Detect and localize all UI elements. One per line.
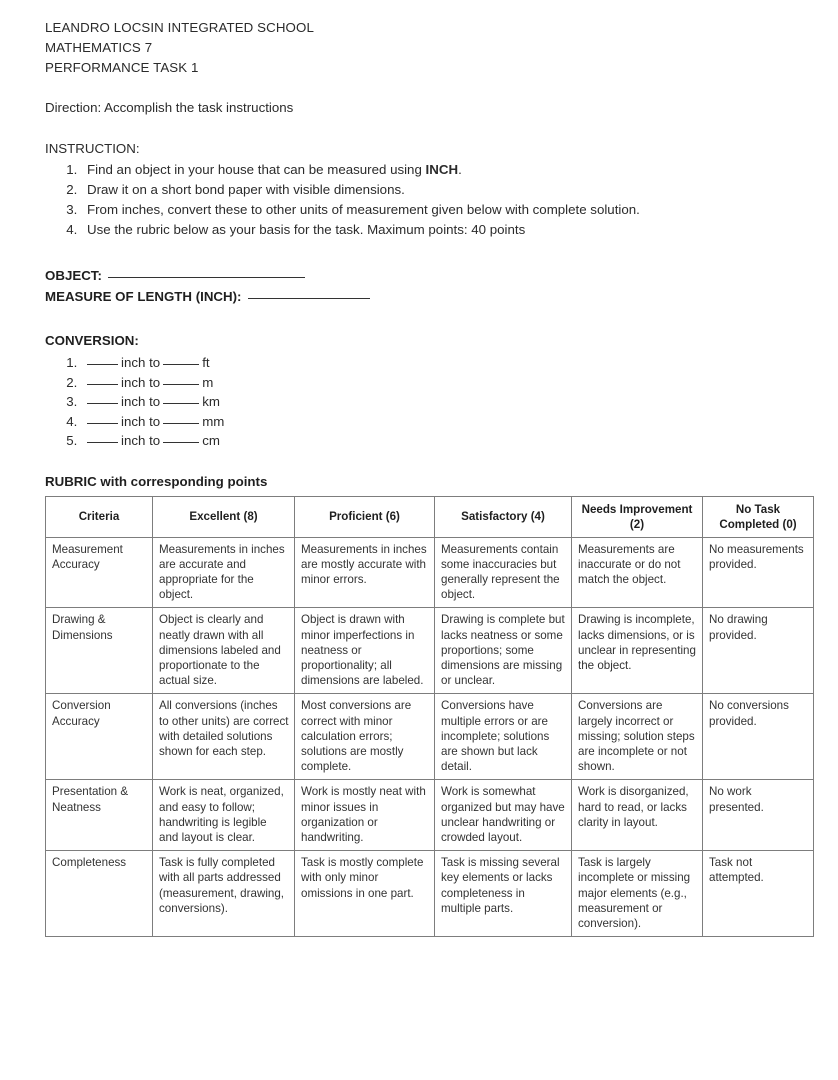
cell-excellent: All conversions (inches to other units) are correct with detailed solutions shown for each step. <box>153 694 295 780</box>
conversion-5-blank-from[interactable] <box>87 432 118 443</box>
cell-criteria: Drawing & Dimensions <box>46 608 153 694</box>
cell-needs-improvement: Drawing is incomplete, lacks dimensions, or is unclear in representing the object. <box>572 608 703 694</box>
cell-no-task: Task not attempted. <box>703 851 814 937</box>
cell-no-task: No work presented. <box>703 780 814 851</box>
fill-in-fields <box>45 265 812 307</box>
cell-no-task: No conversions provided. <box>703 694 814 780</box>
conversion-label: CONVERSION: <box>45 333 139 348</box>
column-header-proficient: Proficient (6) <box>295 496 435 537</box>
list-item <box>81 392 812 412</box>
table-row <box>46 537 814 608</box>
cell-excellent: Work is neat, organized, and easy to follow; handwriting is legible and layout is clear. <box>153 780 295 851</box>
cell-no-task: No drawing provided. <box>703 608 814 694</box>
conversion-3-mid: inch to <box>121 394 161 409</box>
conversion-2-blank-to[interactable] <box>163 374 199 385</box>
cell-proficient: Most conversions are correct with minor calculation errors; solutions are mostly complete. <box>295 694 435 780</box>
cell-proficient: Task is mostly complete with only minor omissions in one part. <box>295 851 435 937</box>
object-field-row <box>45 265 812 286</box>
cell-excellent: Task is fully completed with all parts addressed (measurement, drawing, conversions). <box>153 851 295 937</box>
school-name: LEANDRO LOCSIN INTEGRATED SCHOOL <box>45 20 314 35</box>
cell-excellent: Object is clearly and neatly drawn with all dimensions labeled and proportionate to the actual size. <box>153 608 295 694</box>
table-row <box>46 851 814 937</box>
column-header-satisfactory: Satisfactory (4) <box>435 496 572 537</box>
cell-proficient: Work is mostly neat with minor issues in organization or handwriting. <box>295 780 435 851</box>
table-header-row <box>46 496 814 537</box>
conversion-4-mid: inch to <box>121 413 161 429</box>
conversion-2-mid: inch to <box>121 374 161 390</box>
conversion-1-blank-to[interactable] <box>163 354 199 365</box>
instruction-item-4-text: Use the rubric below as your basis for the task. Maximum points: 40 points <box>87 222 526 237</box>
cell-criteria: Conversion Accuracy <box>46 694 153 780</box>
column-header-needs-improvement: Needs Improvement (2) <box>572 496 703 537</box>
list-item <box>81 180 812 200</box>
list-item <box>81 220 812 240</box>
measure-field-row <box>45 286 812 307</box>
cell-criteria: Measurement Accuracy <box>46 537 153 608</box>
list-item <box>81 373 812 393</box>
conversion-1-unit: ft <box>202 355 210 370</box>
list-item <box>81 353 812 373</box>
instruction-item-3-text: From inches, convert these to other units of measurement given below with complete solution. <box>87 202 640 217</box>
instruction-label: INSTRUCTION: <box>45 141 140 156</box>
task-title: PERFORMANCE TASK 1 <box>45 60 199 75</box>
table-row <box>46 608 814 694</box>
conversion-4-unit: mm <box>202 413 225 429</box>
cell-satisfactory: Conversions have multiple errors or are incomplete; solutions are shown but lack detail. <box>435 694 572 780</box>
measure-blank-line[interactable] <box>248 288 370 299</box>
cell-excellent: Measurements in inches are accurate and appropriate for the object. <box>153 537 295 608</box>
rubric-table <box>45 496 814 938</box>
conversion-4-blank-to[interactable] <box>163 413 199 424</box>
instruction-item-1-text: Find an object in your house that can be measured using <box>87 162 426 177</box>
cell-criteria: Completeness <box>46 851 153 937</box>
conversion-2-unit: m <box>202 374 214 390</box>
cell-no-task: No measurements provided. <box>703 537 814 608</box>
cell-proficient: Object is drawn with minor imperfections in neatness or proportionality; all dimensions are labeled. <box>295 608 435 694</box>
list-item <box>81 431 812 451</box>
conversion-5-mid: inch to <box>121 433 161 448</box>
cell-needs-improvement: Measurements are inaccurate or do not match the object. <box>572 537 703 608</box>
list-item <box>81 412 812 432</box>
cell-criteria: Presentation & Neatness <box>46 780 153 851</box>
measure-label: MEASURE OF LENGTH (INCH): <box>45 289 242 304</box>
cell-satisfactory: Drawing is complete but lacks neatness or some proportions; some dimensions are missing or unclear. <box>435 608 572 694</box>
instruction-item-2-text: Draw it on a short bond paper with visible dimensions. <box>87 182 405 197</box>
conversion-list <box>45 353 812 451</box>
cell-proficient: Measurements in inches are mostly accurate with minor errors. <box>295 537 435 608</box>
table-row <box>46 694 814 780</box>
conversion-1-blank-from[interactable] <box>87 354 118 365</box>
conversion-1-mid: inch to <box>121 355 161 370</box>
cell-needs-improvement: Task is largely incomplete or missing major elements (e.g., measurement or conversion). <box>572 851 703 937</box>
column-header-excellent: Excellent (8) <box>153 496 295 537</box>
conversion-4-blank-from[interactable] <box>87 413 118 424</box>
column-header-no-task-completed: No Task Completed (0) <box>703 496 814 537</box>
instruction-item-1-bold: INCH <box>425 162 459 177</box>
instruction-list <box>45 160 812 240</box>
column-header-criteria: Criteria <box>46 496 153 537</box>
conversion-2-blank-from[interactable] <box>87 374 118 385</box>
table-row <box>46 780 814 851</box>
object-label: OBJECT: <box>45 268 102 283</box>
cell-satisfactory: Measurements contain some inaccuracies but generally represent the object. <box>435 537 572 608</box>
conversion-5-blank-to[interactable] <box>163 432 199 443</box>
conversion-3-unit: km <box>202 394 220 409</box>
document-header <box>45 18 812 78</box>
instruction-item-1-post: . <box>458 162 462 177</box>
object-blank-line[interactable] <box>108 267 305 278</box>
conversion-3-blank-from[interactable] <box>87 393 118 404</box>
cell-satisfactory: Work is somewhat organized but may have unclear handwriting or crowded layout. <box>435 780 572 851</box>
rubric-title: RUBRIC with corresponding points <box>45 473 268 489</box>
list-item <box>81 200 812 220</box>
cell-satisfactory: Task is missing several key elements or lacks completeness in multiple parts. <box>435 851 572 937</box>
conversion-5-unit: cm <box>202 433 220 448</box>
list-item <box>81 160 812 180</box>
cell-needs-improvement: Work is disorganized, hard to read, or lacks clarity in layout. <box>572 780 703 851</box>
conversion-3-blank-to[interactable] <box>163 393 199 404</box>
cell-needs-improvement: Conversions are largely incorrect or missing; solution steps are incomplete or not shown. <box>572 694 703 780</box>
direction-text: Direction: Accomplish the task instructions <box>45 100 294 115</box>
subject-name: MATHEMATICS 7 <box>45 40 153 55</box>
